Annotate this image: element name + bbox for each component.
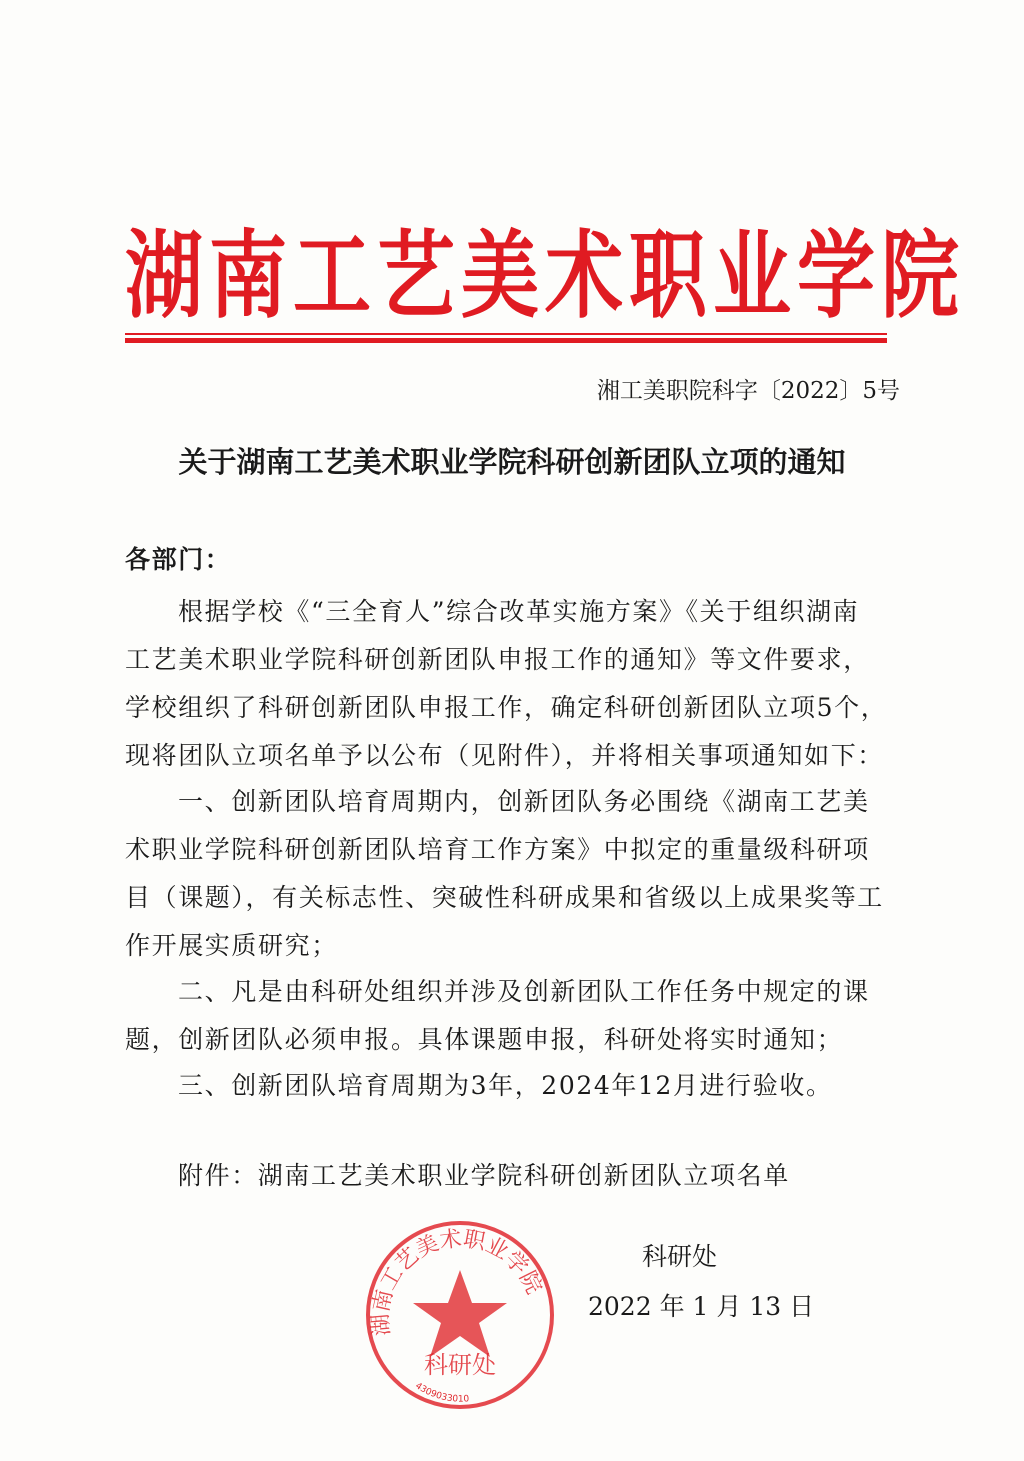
salutation: 各部门： <box>125 545 232 574</box>
attachment-note: 附件：湖南工艺美术职业学院科研创新团队立项名单 <box>178 1161 790 1190</box>
body-line: 二、凡是由科研处组织并涉及创新团队工作任务中规定的课 <box>178 977 870 1006</box>
body-line: 作开展实质研究； <box>125 931 338 960</box>
body-line: 现将团队立项名单予以公布（见附件），并将相关事项通知如下： <box>125 741 884 770</box>
document-title: 关于湖南工艺美术职业学院科研创新团队立项的通知 <box>178 445 846 479</box>
seal-center-text: 科研处 <box>424 1351 496 1379</box>
body-line: 三、创新团队培育周期为3年，2024年12月进行验收。 <box>178 1071 833 1100</box>
seal-code: 4309033010 <box>413 1381 470 1405</box>
document-number: 湘工美职院科字〔2022〕5号 <box>596 378 900 404</box>
seal-ring-text: 湖南工艺美术职业学院 <box>368 1226 547 1337</box>
body-line: 根据学校《“三全育人”综合改革实施方案》《关于组织湖南 <box>178 597 860 626</box>
body-line: 目（课题），有关标志性、突破性科研成果和省级以上成果奖等工 <box>125 883 884 912</box>
signature-department: 科研处 <box>642 1242 718 1271</box>
body-line: 术职业学院科研创新团队培育工作方案》中拟定的重量级科研项 <box>125 835 870 864</box>
body-line: 学校组织了科研创新团队申报工作，确定科研创新团队立项5个， <box>125 693 888 722</box>
letterhead-rule-thick <box>125 338 887 343</box>
official-seal <box>360 1215 560 1415</box>
body-line: 一、创新团队培育周期内，创新团队务必围绕《湖南工艺美 <box>178 787 870 816</box>
letterhead: 湖南工艺美术职业学院 <box>125 221 966 332</box>
body-line: 题，创新团队必须申报。具体课题申报，科研处将实时通知； <box>125 1025 844 1054</box>
letterhead-rule <box>125 333 887 335</box>
signature-date: 2022 年 1 月 13 日 <box>588 1292 815 1321</box>
svg-text:4309033010 <box>413 1381 470 1405</box>
body-line: 工艺美术职业学院科研创新团队申报工作的通知》等文件要求， <box>125 645 870 674</box>
seal-star-icon <box>413 1270 507 1357</box>
